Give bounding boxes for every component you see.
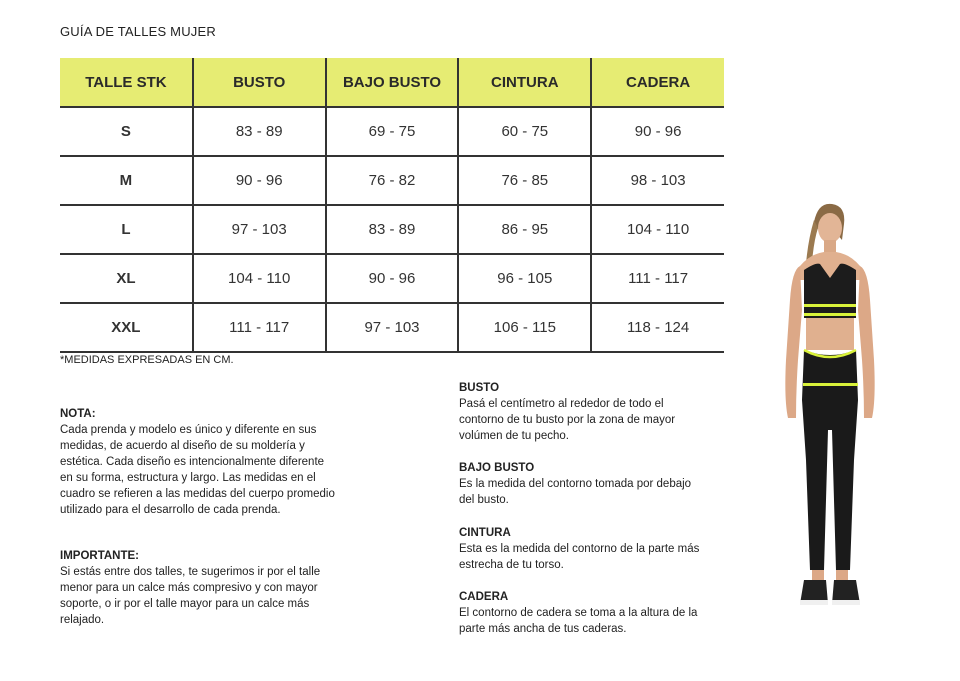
definition-heading: CINTURA	[459, 527, 511, 539]
table-cell: 90 - 96	[193, 156, 326, 205]
definition-text: Pasá el centímetro al rededor de todo el contorno de tu busto por la zona de mayor volúmen de tu pecho.	[459, 398, 676, 442]
definition-heading: CADERA	[459, 591, 509, 603]
definition-text: El contorno de cadera se toma a la altura de la parte más ancha de tus caderas.	[459, 607, 698, 635]
size-chart-table	[60, 58, 724, 353]
size-cell: L	[60, 205, 193, 254]
importante-text: Si estás entre dos talles, te sugerimos ir por el talle menor para un calce más compresivo y con mayor soporte, o ir por el talle mayor para un calce más relajado.	[60, 566, 321, 626]
size-cell: S	[60, 107, 193, 156]
model-photo	[770, 200, 890, 620]
table-cell: 104 - 110	[193, 254, 326, 303]
header-talle: TALLE STK	[60, 58, 193, 107]
table-row	[60, 205, 724, 254]
table-cell: 90 - 96	[591, 107, 724, 156]
definition-text: Es la medida del contorno tomada por debajo del busto.	[459, 478, 692, 506]
definition-cadera	[459, 589, 704, 637]
size-cell: XXL	[60, 303, 193, 352]
table-cell: 111 - 117	[193, 303, 326, 352]
table-row	[60, 156, 724, 205]
table-cell: 60 - 75	[458, 107, 591, 156]
table-cell: 86 - 95	[458, 205, 591, 254]
definition-heading: BUSTO	[459, 382, 500, 394]
nota-text: Cada prenda y modelo es único y diferente en sus medidas, de acuerdo al diseño de su moldería y estética. Cada diseño es intencionalmente diferente en su forma, estructura y largo. Las medidas en el cuadro se refieren a las medidas del cuerpo promedio utilizado para el desarrollo de cada prenda.	[60, 424, 335, 516]
table-cell: 76 - 85	[458, 156, 591, 205]
header-cadera: CADERA	[591, 58, 724, 107]
table-row	[60, 107, 724, 156]
table-cell: 97 - 103	[326, 303, 459, 352]
header-bajo-busto: BAJO BUSTO	[326, 58, 459, 107]
table-cell: 96 - 105	[458, 254, 591, 303]
header-cintura: CINTURA	[458, 58, 591, 107]
table-cell: 106 - 115	[458, 303, 591, 352]
table-cell: 90 - 96	[326, 254, 459, 303]
table-cell: 97 - 103	[193, 205, 326, 254]
header-busto: BUSTO	[193, 58, 326, 107]
importante-block	[60, 548, 340, 628]
size-cell: XL	[60, 254, 193, 303]
table-cell: 83 - 89	[326, 205, 459, 254]
definition-text: Esta es la medida del contorno de la parte más estrecha de tu torso.	[459, 543, 700, 571]
table-cell: 98 - 103	[591, 156, 724, 205]
page-title: GUÍA DE TALLES MUJER	[60, 24, 216, 39]
table-cell: 111 - 117	[591, 254, 724, 303]
table-cell: 104 - 110	[591, 205, 724, 254]
table-header-row	[60, 58, 724, 107]
nota-block	[60, 406, 335, 518]
table-cell: 83 - 89	[193, 107, 326, 156]
table-cell: 76 - 82	[326, 156, 459, 205]
table-cell: 69 - 75	[326, 107, 459, 156]
table-cell: 118 - 124	[591, 303, 724, 352]
nota-heading: NOTA:	[60, 408, 96, 420]
definition-busto	[459, 380, 694, 444]
units-footnote: *MEDIDAS EXPRESADAS EN CM.	[60, 354, 234, 366]
definition-bajo-busto	[459, 460, 694, 508]
definition-heading: BAJO BUSTO	[459, 462, 535, 474]
table-row	[60, 254, 724, 303]
importante-heading: IMPORTANTE:	[60, 550, 140, 562]
table-row	[60, 303, 724, 352]
size-cell: M	[60, 156, 193, 205]
definition-cintura	[459, 525, 704, 573]
